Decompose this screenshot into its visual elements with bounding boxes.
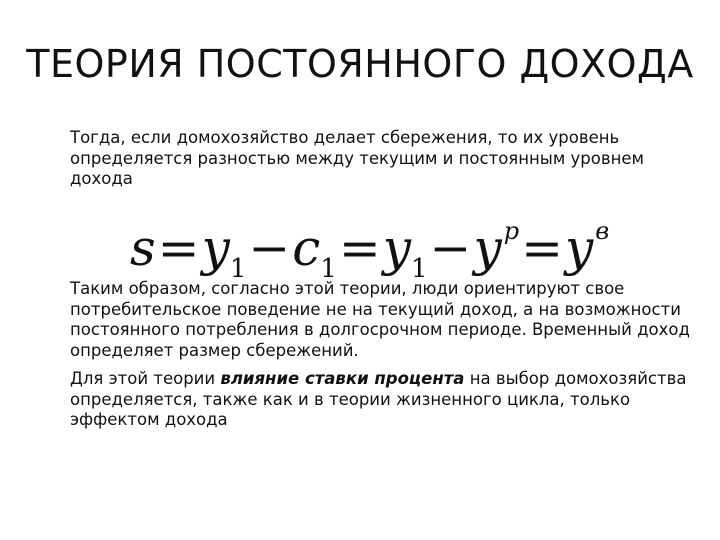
paragraph3-before: Для этой теории	[70, 369, 221, 388]
paragraph3-emphasis: влияние ставки процента	[220, 369, 465, 388]
paragraph-savings-definition: Тогда, если домохозяйство делает сбережения, то их уровень определяется разностью между текущим и постоянным уровнем дохода	[70, 128, 644, 188]
paragraph-permanent-consumption: Таким образом, согласно этой теории, люди ориентируют свое потребительское поведение не на текущий доход, а на возможности постоянного потребления в долгосрочном периоде. Временный доход определяет размер сбережений.	[70, 279, 690, 360]
formula-c1: c	[292, 219, 321, 277]
formula-s: s	[130, 219, 156, 277]
formula-minus-2: −	[429, 219, 472, 277]
formula-sub-1c: 1	[411, 254, 428, 284]
paragraph-interest-rate	[70, 369, 700, 431]
formula-y1: y	[201, 219, 230, 277]
formula-minus-1: −	[248, 219, 291, 277]
formula-yv: y	[564, 219, 594, 277]
formula-sub-1b: 1	[320, 254, 337, 284]
formula-sup-v: в	[595, 217, 610, 245]
formula-eq-2: =	[338, 219, 381, 277]
savings-formula	[130, 196, 610, 284]
formula-yp: y	[473, 219, 502, 277]
formula-sub-1a: 1	[229, 254, 247, 284]
formula-eq-3: =	[521, 219, 563, 277]
slide-title: ТЕОРИЯ ПОСТОЯННОГО ДОХОДА	[26, 42, 694, 86]
paragraph3-after: на выбор домохозяйства определяется, также как и в теории жизненного цикла, только эффектом дохода	[70, 369, 687, 429]
formula-y1-b: y	[382, 219, 411, 277]
formula-eq-1: =	[157, 219, 200, 277]
formula-sup-p: p	[503, 217, 520, 245]
